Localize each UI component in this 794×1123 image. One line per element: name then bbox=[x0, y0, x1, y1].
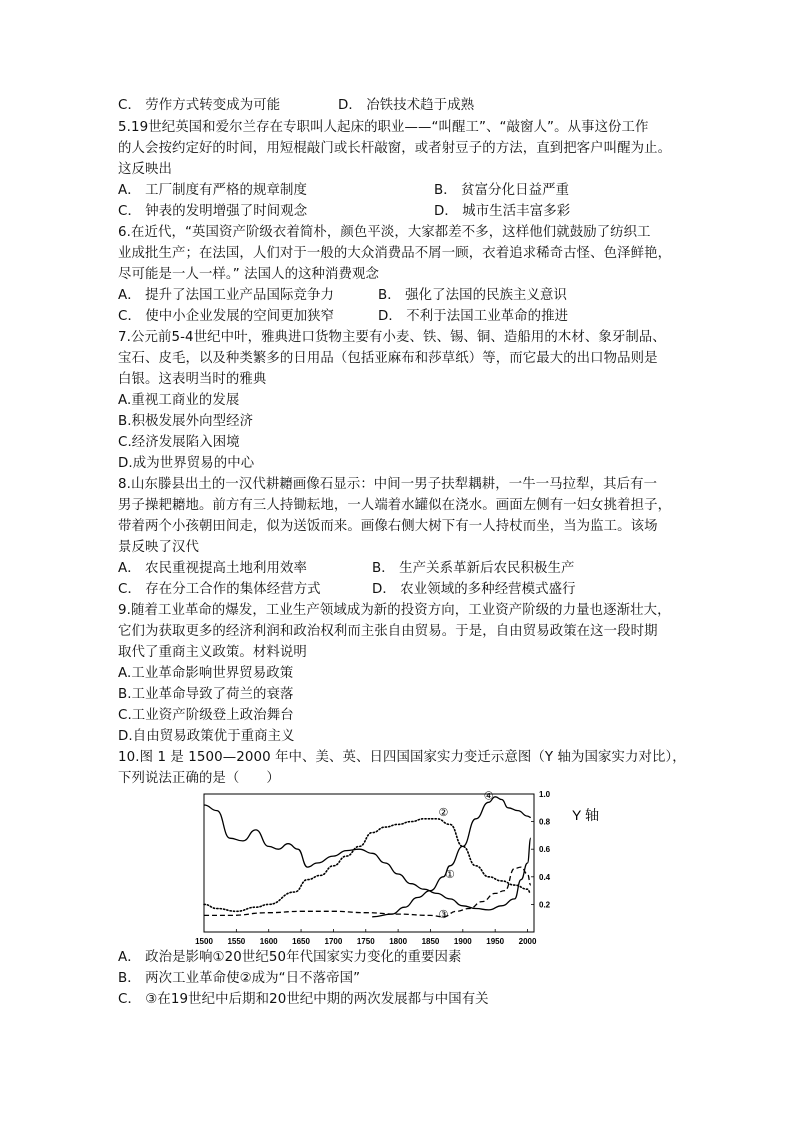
x-tick-label: 1850 bbox=[421, 937, 440, 946]
question-6-stem: 6.在近代，“英国资产阶级衣着简朴，颜色平淡，大家都差不多，这样他们就鼓励了纺织工 bbox=[118, 225, 651, 240]
question-8-stem: 8.山东滕县出土的一汉代耕耱画像石显示：中间一男子扶犁耦耕，一牛一马拉犁，其后有一 bbox=[118, 477, 658, 492]
x-tick-label: 2000 bbox=[518, 937, 537, 946]
option-b: B.积极发展外向型经济 bbox=[118, 414, 254, 429]
question-8-options-row1 bbox=[118, 559, 575, 579]
question-8-options-row2 bbox=[118, 580, 576, 600]
question-10-stem: 下列说法正确的是（ ） bbox=[118, 771, 280, 786]
question-9-stem: 取代了重商主义政策。材料说明 bbox=[118, 645, 307, 660]
question-9-stem: 它们为获取更多的经济利润和政治权利而主张自由贸易。于是，自由贸易政策在这一段时期 bbox=[118, 624, 658, 639]
y-tick-label: 0.2 bbox=[539, 900, 551, 910]
y-tick-label: 0.8 bbox=[539, 817, 551, 827]
option-a: A． 政治是影响①20世纪50年代国家实力变化的重要因素 bbox=[118, 950, 462, 965]
question-6-options-row2 bbox=[118, 307, 569, 327]
option-b: B． 生产关系革新后农民积极生产 bbox=[372, 561, 575, 576]
chart-frame bbox=[204, 794, 534, 932]
question-7-stem: 7.公元前5-4世纪中叶，雅典进口货物主要有小麦、铁、锡、铜、造船用的木材、象牙制品、 bbox=[118, 330, 666, 345]
option-c: C． 劳作方式转变成为可能 bbox=[118, 98, 281, 113]
x-tick-label: 1600 bbox=[259, 937, 278, 946]
x-tick-label: 1550 bbox=[227, 937, 246, 946]
question-6-options-row1 bbox=[118, 286, 568, 306]
question-9-stem: 9.随着工业革命的爆发，工业生产领域成为新的投资方向，工业资产阶级的力量也逐渐壮大， bbox=[118, 603, 671, 618]
x-tick-label: 1900 bbox=[453, 937, 472, 946]
option-c: C． 使中小企业发展的空间更加狭窄 bbox=[118, 309, 335, 324]
option-c: C． ③在19世纪中后期和20世纪中期的两次发展都与中国有关 bbox=[118, 992, 489, 1007]
option-d: D． 冶铁技术趋于成熟 bbox=[338, 98, 475, 113]
question-5-options-row2 bbox=[118, 202, 571, 222]
series-marker-label: ④ bbox=[483, 790, 494, 803]
option-b: B． 两次工业革命使②成为“日不落帝国” bbox=[118, 971, 361, 986]
question-7-stem: 宝石、皮毛，以及种类繁多的日用品（包括亚麻布和莎草纸）等，而它最大的出口物品则是 bbox=[118, 351, 658, 366]
question-line bbox=[118, 96, 475, 116]
option-d: D.自由贸易政策优于重商主义 bbox=[118, 729, 295, 744]
option-c: C.工业资产阶级登上政治舞台 bbox=[118, 708, 294, 723]
option-d: D． 不利于法国工业革命的推进 bbox=[378, 309, 569, 324]
series-line bbox=[204, 805, 531, 910]
question-8-stem: 带着两个小孩朝田间走，似为送饭而来。画像右侧大树下有一人持杖而坐，当为监工。该场 bbox=[118, 519, 658, 534]
y-tick-label: 0.4 bbox=[539, 872, 551, 882]
question-6-stem: 尽可能是一人一样。” 法国人的这种消费观念 bbox=[118, 267, 380, 282]
x-tick-label: 1950 bbox=[486, 937, 505, 946]
x-tick-label: 1650 bbox=[292, 937, 310, 946]
question-5-stem: 这反映出 bbox=[118, 162, 172, 177]
option-c: C． 存在分工合作的集体经营方式 bbox=[118, 582, 321, 597]
x-tick-label: 1500 bbox=[195, 937, 213, 946]
x-tick-label: 1800 bbox=[389, 937, 408, 946]
option-a: A.重视工商业的发展 bbox=[118, 393, 240, 408]
question-10-stem: 10.图 1 是 1500—2000 年中、美、英、日四国国家实力变迁示意图（Y 轴为国家实力对比）， bbox=[118, 750, 686, 765]
series-marker-label: ③ bbox=[438, 909, 449, 922]
y-tick-label: 0.6 bbox=[539, 845, 551, 855]
option-d: D． 城市生活丰富多彩 bbox=[434, 204, 571, 219]
option-a: A.工业革命影响世界贸易政策 bbox=[118, 666, 294, 681]
series-marker-label: ② bbox=[438, 806, 449, 819]
question-5-stem: 的人会按约定好的时间，用短棍敲门或长杆敲窗，或者射豆子的方法，直到把客户叫醒为止。 bbox=[118, 141, 672, 156]
question-8-stem: 景反映了汉代 bbox=[118, 540, 199, 555]
question-7-stem: 白银。这表明当时的雅典 bbox=[118, 372, 267, 387]
option-a: A． 提升了法国工业产品国际竞争力 bbox=[118, 288, 334, 303]
question-8-stem: 男子操耙耱地。前方有三人持锄耘地，一人端着水罐似在浇水。画面左侧有一妇女挑着担子， bbox=[118, 498, 672, 513]
option-a: A． 工厂制度有严格的规章制度 bbox=[118, 183, 307, 198]
option-a: A． 农民重视提高土地利用效率 bbox=[118, 561, 307, 576]
option-b: B． 贫富分化日益严重 bbox=[434, 183, 570, 198]
series-marker-label: ① bbox=[444, 869, 455, 882]
national-strength-chart bbox=[192, 786, 612, 948]
x-tick-label: 1750 bbox=[356, 937, 375, 946]
option-c: C． 钟表的发明增强了时间观念 bbox=[118, 204, 308, 219]
option-b: B． 强化了法国的民族主义意识 bbox=[378, 288, 568, 303]
question-6-stem: 业成批生产；在法国，人们对于一般的大众消费品不屑一顾，衣着追求稀奇古怪、色泽鲜艳， bbox=[118, 246, 672, 261]
option-b: B.工业革命导致了荷兰的衰落 bbox=[118, 687, 294, 702]
y-tick-label: 1.0 bbox=[539, 790, 551, 799]
x-tick-label: 1700 bbox=[324, 937, 343, 946]
question-5-options-row1 bbox=[118, 181, 570, 201]
y-axis-label: Y 轴 bbox=[572, 807, 599, 823]
question-5-stem: 5.19世纪英国和爱尔兰存在专职叫人起床的职业——“叫醒工”、“敲窗人”。从事这份工作 bbox=[118, 120, 649, 135]
series-line bbox=[204, 819, 531, 912]
option-d: D． 农业领域的多种经营模式盛行 bbox=[372, 582, 576, 597]
option-c: C.经济发展陷入困境 bbox=[118, 435, 240, 450]
option-d: D.成为世界贸易的中心 bbox=[118, 456, 255, 471]
